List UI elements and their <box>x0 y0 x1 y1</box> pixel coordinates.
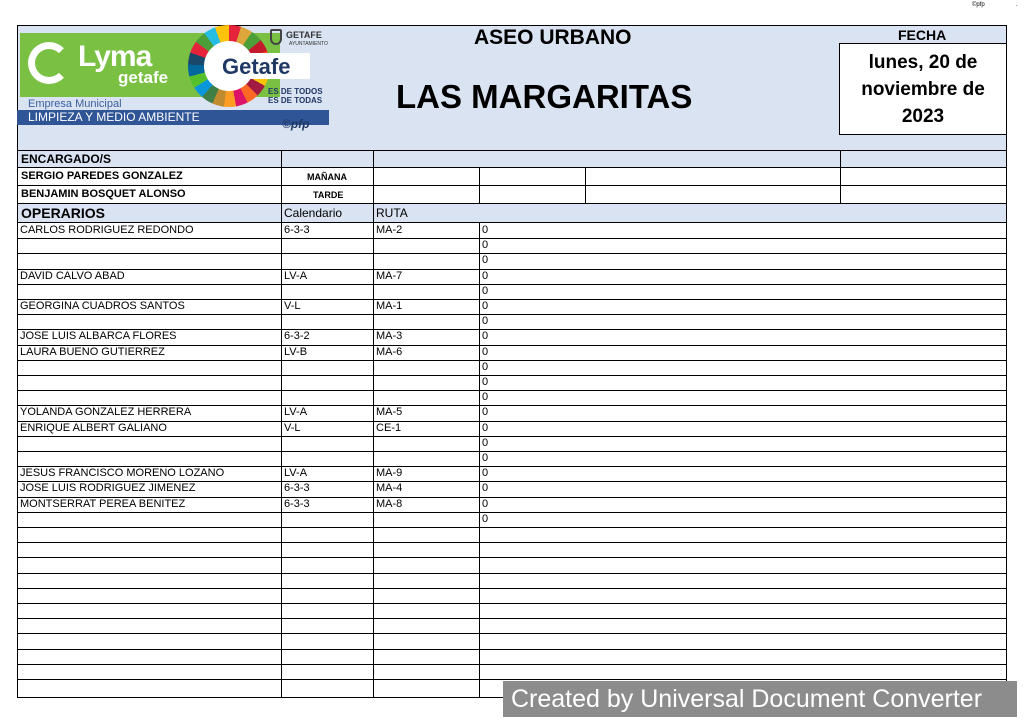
operario-calendario: LV-A <box>284 467 308 480</box>
zone-title: LAS MARGARITAS <box>396 78 693 115</box>
operario-calendario: 6-3-3 <box>284 482 310 495</box>
operario-value: 0 <box>482 360 489 373</box>
operario-value: 0 <box>482 512 489 525</box>
operario-name: YOLANDA GONZALEZ HERRERA <box>20 406 192 419</box>
encargado-row-2-c6 <box>840 185 1007 204</box>
logo-city: getafe <box>118 68 169 87</box>
date-line-1: lunes, 20 de <box>868 52 978 73</box>
encargado-row-2-c3 <box>373 185 480 204</box>
row-divider <box>18 664 1006 665</box>
encargado-row-1-c4 <box>479 167 586 186</box>
operario-value: 0 <box>482 239 489 252</box>
row-divider <box>18 269 1006 270</box>
operario-value: 0 <box>482 452 489 464</box>
col-divider-1 <box>281 223 282 697</box>
logo-tagline: LIMPIEZA Y MEDIO AMBIENTE <box>28 110 200 124</box>
row-divider <box>18 360 1006 361</box>
ayuntamiento-text: AYUNTAMIENTO <box>289 41 328 47</box>
row-divider <box>18 649 1006 650</box>
encargado-row-1-c5 <box>585 167 841 186</box>
row-divider <box>18 253 1006 254</box>
logo-empresa: Empresa Municipal <box>28 98 122 110</box>
row-divider <box>18 436 1006 437</box>
ruta-header <box>373 203 1007 223</box>
encargados-header-cell-2 <box>281 150 374 168</box>
col-divider-2 <box>373 223 374 697</box>
operario-calendario: 6-3-3 <box>284 497 310 510</box>
date-box <box>839 43 1007 135</box>
row-divider <box>18 588 1006 589</box>
slogan-line-1: ES DE TODOS <box>268 87 323 96</box>
getafe-logo-text: Getafe <box>222 54 291 79</box>
es-de-todos-slogan <box>268 87 323 105</box>
operario-ruta: MA-7 <box>376 269 403 282</box>
operario-value: 0 <box>482 269 489 282</box>
encargado-row-2-c5 <box>585 185 841 204</box>
operario-name: MONTSERRAT PEREA BENITEZ <box>20 497 186 510</box>
row-divider <box>18 512 1006 513</box>
col-divider-3 <box>479 223 480 697</box>
operario-value: 0 <box>482 376 489 388</box>
encargado-row-2-c4 <box>479 185 586 204</box>
operario-name: GEORGINA CUADROS SANTOS <box>20 300 185 312</box>
operario-ruta: MA-8 <box>376 497 403 510</box>
operario-value: 0 <box>482 254 489 267</box>
operario-calendario: 6-3-2 <box>284 330 310 343</box>
operario-value: 0 <box>482 315 489 328</box>
operario-value: 0 <box>482 284 489 297</box>
operario-ruta: MA-2 <box>376 224 403 236</box>
operario-ruta: MA-6 <box>376 345 403 358</box>
operario-value: 0 <box>482 300 489 312</box>
date-line-2: noviembre de <box>861 79 985 100</box>
row-divider <box>18 618 1006 619</box>
crest-icon <box>270 29 282 45</box>
row-divider <box>18 314 1006 315</box>
date-line-3: 2023 <box>901 106 945 127</box>
operario-value: 0 <box>482 421 489 434</box>
operario-name: DAVID CALVO ABAD <box>20 269 125 282</box>
operario-name: CARLOS RODRIGUEZ REDONDO <box>20 224 194 236</box>
operario-ruta: MA-4 <box>376 482 403 495</box>
row-divider <box>18 375 1006 376</box>
slogan-line-2: ES DE TODAS <box>268 96 323 105</box>
row-divider <box>18 633 1006 634</box>
encargado-turno-1: MAÑANA <box>307 172 347 182</box>
encargados-header-cell-3 <box>373 150 841 168</box>
operario-ruta: MA-1 <box>376 300 403 312</box>
operario-calendario: V-L <box>284 300 301 312</box>
row-divider <box>18 603 1006 604</box>
operario-name: JESUS FRANCISCO MORENO LOZANO <box>20 467 225 480</box>
operario-calendario: 6-3-3 <box>284 224 310 236</box>
calendario-label: Calendario <box>284 206 343 220</box>
row-divider <box>18 238 1006 239</box>
operario-calendario: V-L <box>284 421 301 434</box>
row-divider <box>18 573 1006 574</box>
row-divider <box>18 345 1006 346</box>
operario-calendario: LV-B <box>284 345 308 358</box>
operario-value: 0 <box>482 467 489 480</box>
encargado-row-1-c6 <box>840 167 1007 186</box>
operario-value: 0 <box>482 330 489 343</box>
corner-copyright: ©pfp <box>972 2 985 8</box>
operarios-table <box>17 222 1007 698</box>
row-divider <box>18 527 1006 528</box>
fecha-label: FECHA <box>898 27 947 43</box>
operario-name: ENRIQUE ALBERT GALIANO <box>20 421 167 434</box>
encargados-header-cell-4 <box>840 150 1007 168</box>
operario-value: 0 <box>482 482 489 495</box>
operario-name: JOSE LUIS RODRIGUEZ JIMENEZ <box>20 482 196 495</box>
pfp-signature: ©pfp <box>282 117 310 131</box>
encargados-title: ENCARGADO/S <box>21 152 112 166</box>
operario-value: 0 <box>482 224 489 236</box>
ruta-label: RUTA <box>376 206 408 220</box>
operario-ruta: MA-5 <box>376 406 403 419</box>
operario-value: 0 <box>482 406 489 419</box>
converter-watermark: Created by Universal Document Converter <box>503 681 1017 717</box>
operarios-title: OPERARIOS <box>21 205 106 221</box>
operario-name: LAURA BUENO GUTIERREZ <box>20 345 165 358</box>
encargado-name-1: SERGIO PAREDES GONZALEZ <box>21 170 183 182</box>
corner-dot: . <box>1016 2 1018 8</box>
operario-ruta: MA-9 <box>376 467 403 480</box>
row-divider <box>18 284 1006 285</box>
encargado-row-1-c3 <box>373 167 480 186</box>
row-divider <box>18 542 1006 543</box>
operario-value: 0 <box>482 436 489 449</box>
encargado-name-2: BENJAMIN BOSQUET ALONSO <box>21 188 186 200</box>
operario-value: 0 <box>482 497 489 510</box>
operario-calendario: LV-A <box>284 269 308 282</box>
operario-value: 0 <box>482 391 489 404</box>
service-title: ASEO URBANO <box>474 26 632 49</box>
row-divider <box>18 390 1006 391</box>
operario-value: 0 <box>482 345 489 358</box>
lyma-swirl-icon <box>28 42 70 84</box>
row-divider <box>18 557 1006 558</box>
operario-calendario: LV-A <box>284 406 308 419</box>
row-divider <box>18 679 1006 680</box>
getafe-small-text: GETAFE <box>286 30 322 40</box>
operario-name: JOSE LUIS ALBARCA FLORES <box>20 330 177 343</box>
logo-brand: Lyma <box>78 40 152 73</box>
operario-ruta: MA-3 <box>376 330 403 343</box>
row-divider <box>18 451 1006 452</box>
operario-ruta: CE-1 <box>376 421 402 434</box>
encargado-turno-2: TARDE <box>313 190 344 200</box>
